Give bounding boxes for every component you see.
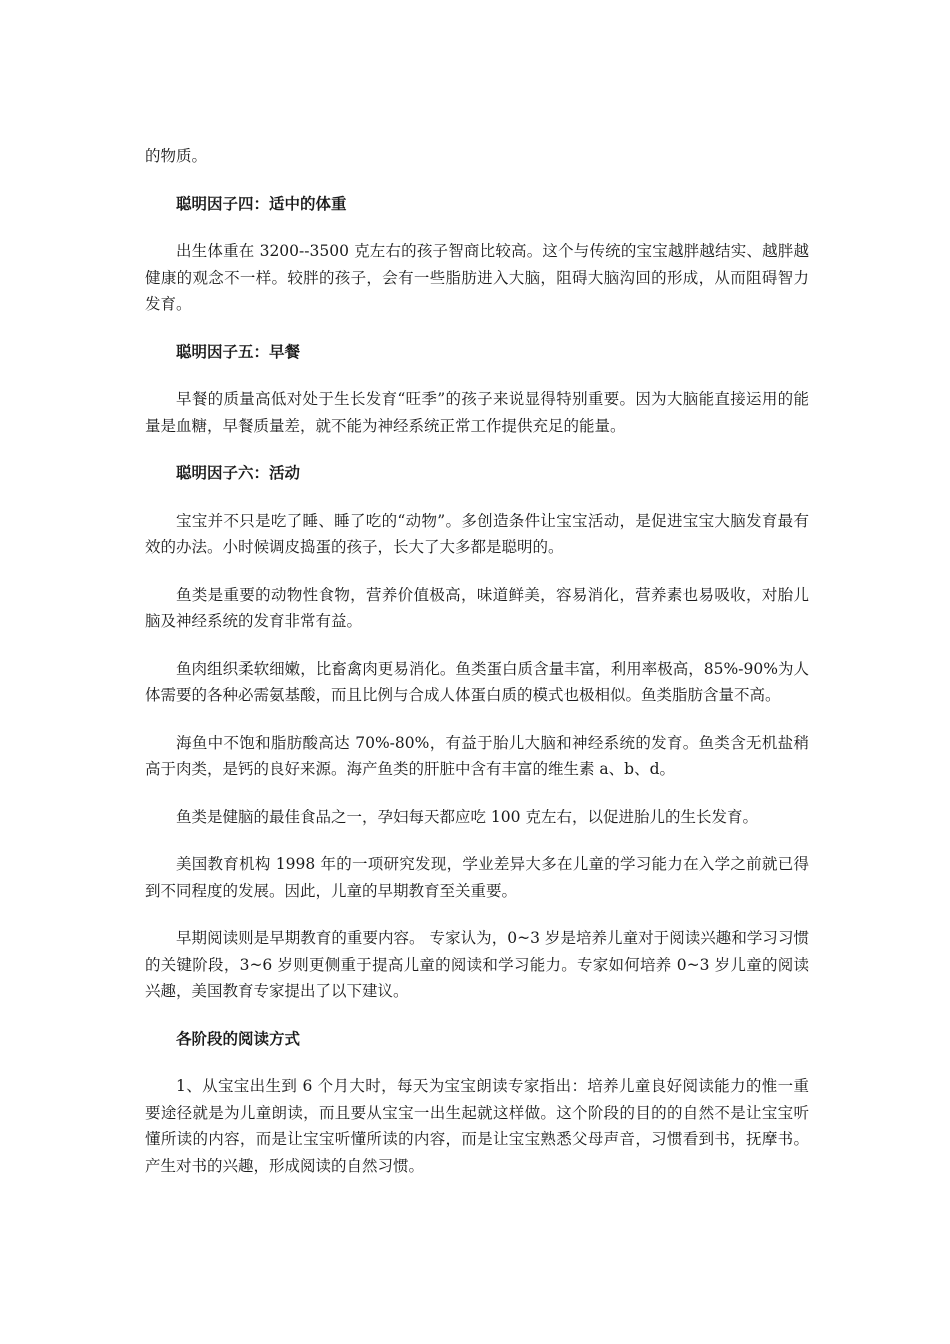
section-heading-reading-stages: 各阶段的阅读方式 [176,1029,301,1048]
paragraph-fish-protein: 鱼肉组织柔软细嫩，比畜禽肉更易消化。鱼类蛋白质含量丰富，利用率极高，85%-90%为人体需要的各种必需氨基酸，而且比例与合成人体蛋白质的模式也极相似。鱼类脂肪含量不高。 [145,659,809,704]
section-heading-activity: 聪明因子六：活动 [176,464,301,482]
paragraph-weight: 出生体重在 3200--3500 克左右的孩子智商比较高。这个与传统的宝宝越胖越结实、越胖越健康的观念不一样。较胖的孩子，会有一些脂肪进入大脑，阻碍大脑沟回的形成，从而阻碍智力发育。 [145,242,809,313]
paragraph-fish-brain-food: 鱼类是健脑的最佳食品之一，孕妇每天都应吃 100 克左右，以促进胎儿的生长发育。 [176,807,758,826]
section-heading-weight: 聪明因子四：适中的体重 [176,194,347,213]
paragraph-continuation: 的物质。 [145,147,208,165]
paragraph-early-reading: 早期阅读则是早期教育的重要内容。 专家认为，0~3 岁是培养儿童对于阅读兴趣和学习习惯的关键阶段，3~6 岁则更侧重于提高儿童的阅读和学习能力。专家如何培养 0~3 岁儿童的阅读兴趣，美国教育专家提出了以下建议。 [145,929,809,1000]
paragraph-breakfast: 早餐的质量高低对处于生长发育“旺季”的孩子来说显得特别重要。因为大脑能直接运用的能量是血糖，早餐质量差，就不能为神经系统正常工作提供充足的能量。 [145,390,809,435]
paragraph-education-study: 美国教育机构 1998 年的一项研究发现，学业差异大多在儿童的学习能力在入学之前就已得到不同程度的发展。因此，儿童的早期教育至关重要。 [145,855,809,900]
document-page [145,143,809,1179]
paragraph-stage-one: 1、从宝宝出生到 6 个月大时，每天为宝宝朗读专家指出：培养儿童良好阅读能力的惟一重要途径就是为儿童朗读，而且要从宝宝一出生起就这样做。这个阶段的目的的自然不是让宝宝听懂所读的内容，而是让宝宝听懂所读的内容，而是让宝宝熟悉父母声音，习惯看到书，抚摩书。产生对书的兴趣，形成阅读的自然习惯。 [145,1077,809,1175]
section-heading-breakfast: 聪明因子五：早餐 [176,342,301,361]
paragraph-fish-nutrition: 鱼类是重要的动物性食物，营养价值极高，味道鲜美，容易消化，营养素也易吸收，对胎儿脑及神经系统的发育非常有益。 [145,585,809,630]
paragraph-activity: 宝宝并不只是吃了睡、睡了吃的“动物”。多创造条件让宝宝活动，是促进宝宝大脑发育最有效的办法。小时候调皮捣蛋的孩子，长大了大多都是聪明的。 [145,511,809,556]
paragraph-sea-fish: 海鱼中不饱和脂肪酸高达 70%-80%，有益于胎儿大脑和神经系统的发育。鱼类含无机盐稍高于肉类，是钙的良好来源。海产鱼类的肝脏中含有丰富的维生素 a、b、d。 [145,733,809,778]
